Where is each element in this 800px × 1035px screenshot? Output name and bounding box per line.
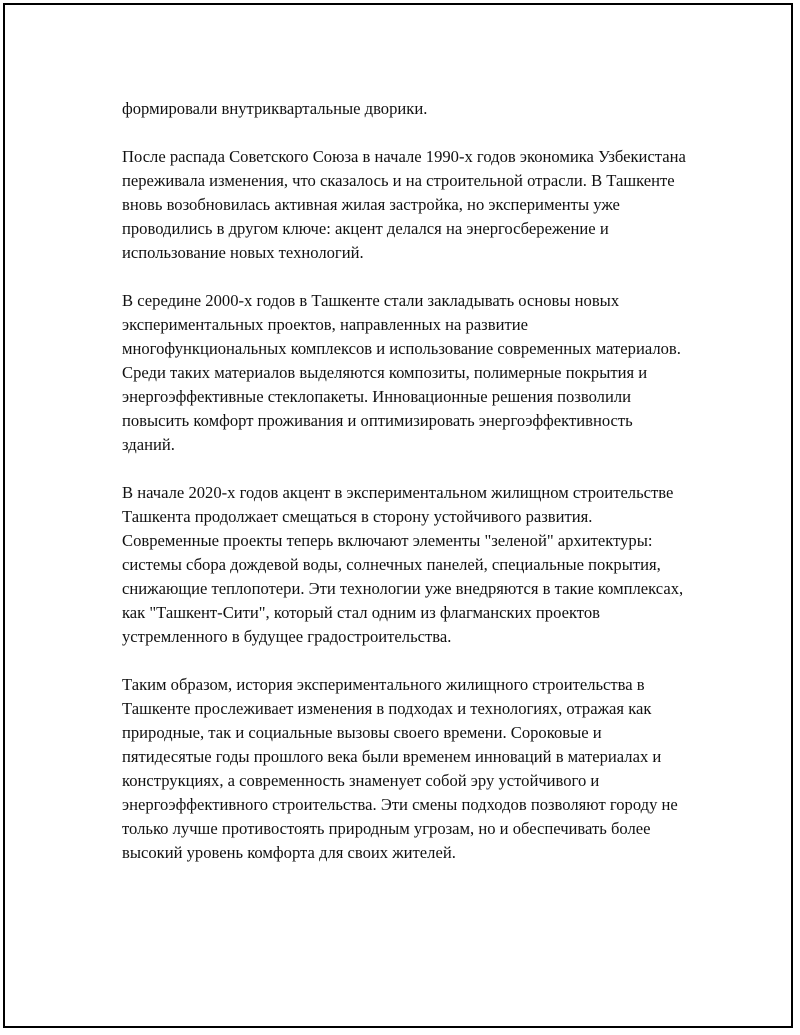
paragraph: В середине 2000-х годов в Ташкенте стали закладывать основы новых экспериментальных проектов, направленных на развитие многофункциональных комплексов и использование современных материалов. Среди таких материалов выделяются композиты, полимерные покрытия и энергоэффективные стеклопакеты. Инновационные решения позволили повысить комфорт проживания и оптимизировать энергоэффективность зданий. (122, 291, 681, 454)
paragraph: Таким образом, история экспериментального жилищного строительства в Ташкенте прослеживает изменения в подходах и технологиях, отражая как природные, так и социальные вызовы своего времени. Сороковые и пятидесятые годы прошлого века были временем инноваций в материалах и конструкциях, а современность знаменует собой эру устойчивого и энергоэффективного строительства. Эти смены подходов позволяют городу не только лучше противостоять природным угрозам, но и обеспечивать более высокий уровень комфорта для своих жителей. (122, 675, 678, 862)
paragraph: В начале 2020-х годов акцент в экспериментальном жилищном строительстве Ташкента продолжает смещаться в сторону устойчивого развития. Современные проекты теперь включают элементы "зеленой" архитектуры: системы сбора дождевой воды, солнечных панелей, специальные покрытия, снижающие теплопотери. Эти технологии уже внедряются в такие комплексах, как "Ташкент-Сити", который стал одним из флагманских проектов устремленного в будущее градостроительства. (122, 483, 684, 646)
paragraph: После распада Советского Союза в начале 1990-х годов экономика Узбекистана переживала изменения, что сказалось и на строительной отрасли. В Ташкенте вновь возобновилась активная жилая застройка, но эксперименты уже проводились в другом ключе: акцент делался на энергосбережение и использование новых технологий. (122, 147, 686, 262)
paragraph: формировали внутриквартальные дворики. (122, 99, 428, 118)
document-body (122, 97, 687, 889)
document-page (3, 3, 793, 1028)
